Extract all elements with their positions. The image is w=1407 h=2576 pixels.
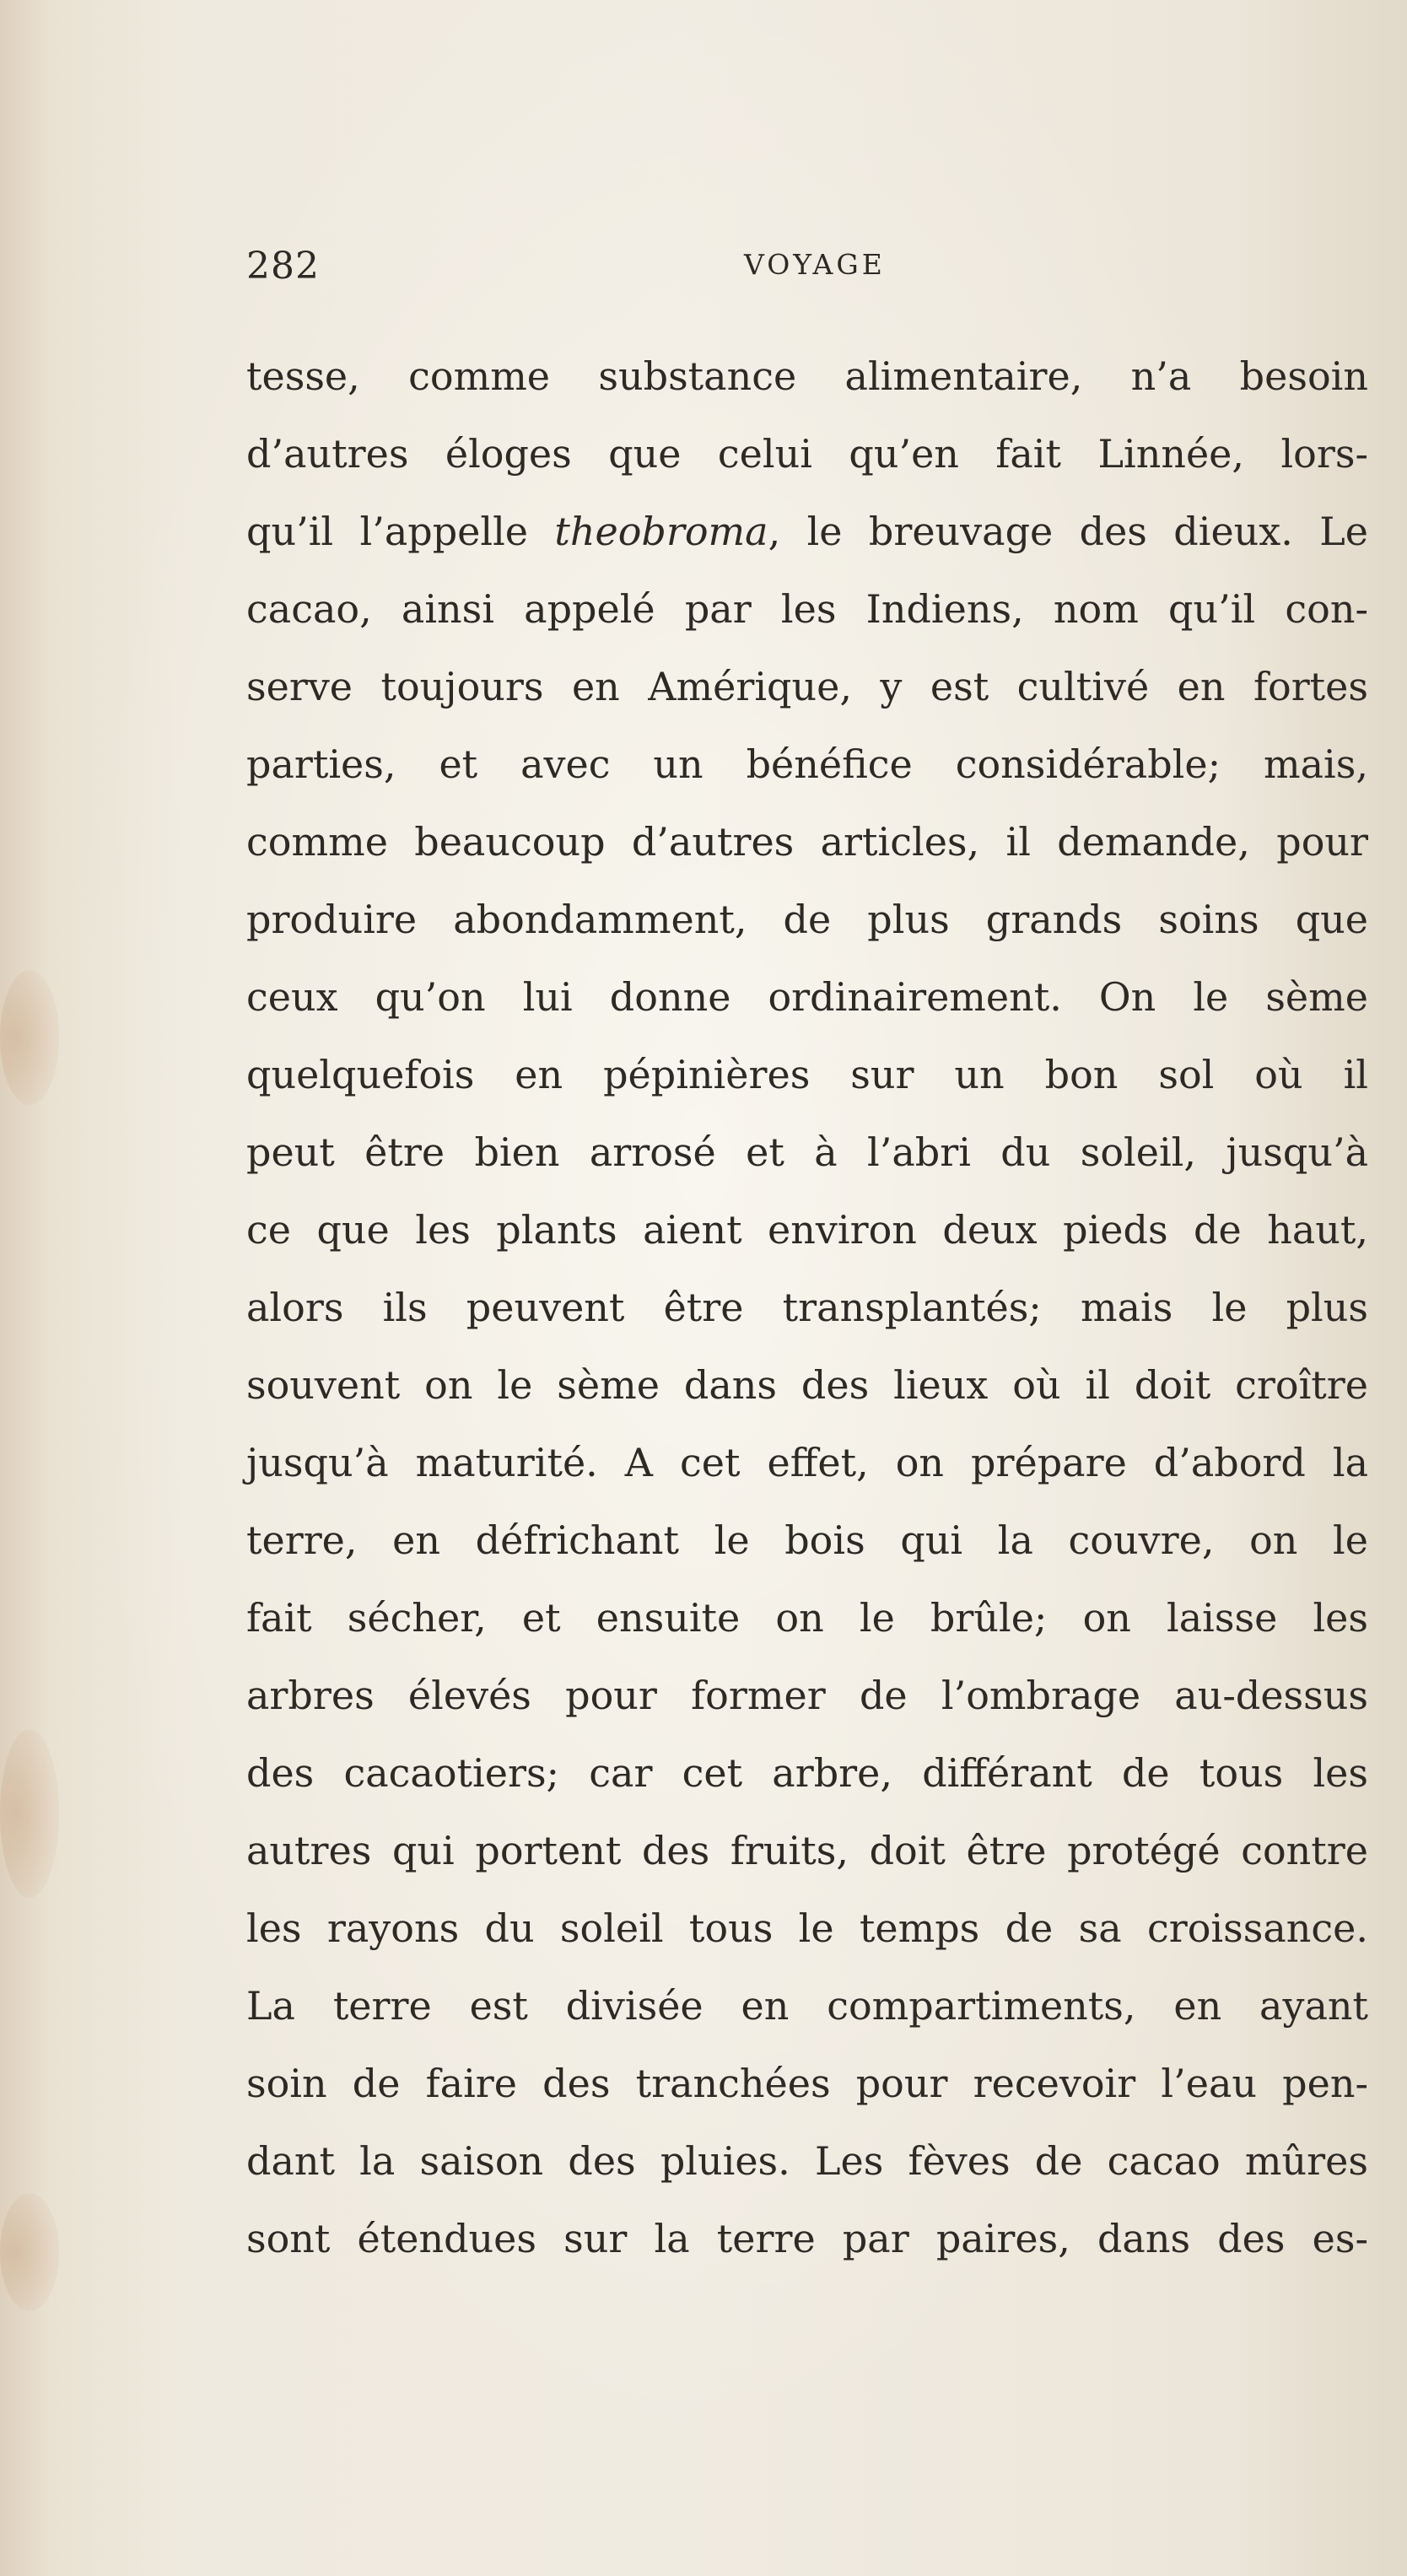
text-line: produire abondamment, de plus grands soins que	[246, 897, 1368, 942]
body-text	[246, 346, 1368, 2286]
text-line: alors ils peuvent être transplantés; mais le plus	[246, 1285, 1368, 1330]
text-line: sont étendues sur la terre par paires, dans des es-	[246, 2216, 1368, 2261]
text-line: d’autres éloges que celui qu’en fait Linnée, lors-	[246, 431, 1368, 477]
text-line: peut être bien arrosé et à l’abri du soleil, jusqu’à	[246, 1129, 1368, 1175]
text-line: cacao, ainsi appelé par les Indiens, nom qu’il con-	[246, 586, 1368, 632]
text-line: fait sécher, et ensuite on le brûle; on laisse les	[246, 1595, 1368, 1641]
text-line-with-italic	[246, 501, 1368, 579]
text-line: dant la saison des pluies. Les fèves de cacao mûres	[246, 2138, 1368, 2184]
page-number: 282	[246, 245, 320, 288]
text-line: jusqu’à maturité. A cet effet, on prépare d’abord la	[246, 1440, 1368, 1485]
text-line: parties, et avec un bénéfice considérable; mais,	[246, 741, 1368, 787]
text-line: des cacaotiers; car cet arbre, différant de tous les	[246, 1750, 1368, 1796]
paper-stain	[0, 2193, 59, 2311]
text-segment: , le breuvage des dieux. Le	[768, 509, 1368, 554]
page-header	[246, 245, 1326, 321]
text-line: soin de faire des tranchées pour recevoir l’eau pen-	[246, 2061, 1368, 2106]
italic-term: theobroma	[554, 509, 768, 554]
text-line: ceux qu’on lui donne ordinairement. On le sème	[246, 974, 1368, 1020]
text-segment: qu’il l’appelle	[246, 509, 555, 554]
text-line: arbres élevés pour former de l’ombrage au-dessus	[246, 1673, 1368, 1718]
text-line: autres qui portent des fruits, doit être protégé contre	[246, 1828, 1368, 1873]
text-line: La terre est divisée en compartiments, en ayant	[246, 1983, 1368, 2029]
text-line: souvent on le sème dans des lieux où il doit croître	[246, 1362, 1368, 1408]
paper-stain	[0, 970, 59, 1105]
text-line: les rayons du soleil tous le temps de sa croissance.	[246, 1905, 1368, 1951]
text-line: serve toujours en Amérique, y est cultivé en fortes	[246, 664, 1368, 709]
text-line: tesse, comme substance alimentaire, n’a besoin	[246, 353, 1368, 399]
paper-stain	[0, 1729, 59, 1898]
text-line: comme beaucoup d’autres articles, il demande, pour	[246, 819, 1368, 865]
text-line: quelquefois en pépinières sur un bon sol où il	[246, 1052, 1368, 1097]
text-line: terre, en défrichant le bois qui la couvre, on le	[246, 1517, 1368, 1563]
text-line: ce que les plants aient environ deux pieds de haut,	[246, 1207, 1368, 1253]
running-head: VOYAGE	[744, 248, 886, 281]
